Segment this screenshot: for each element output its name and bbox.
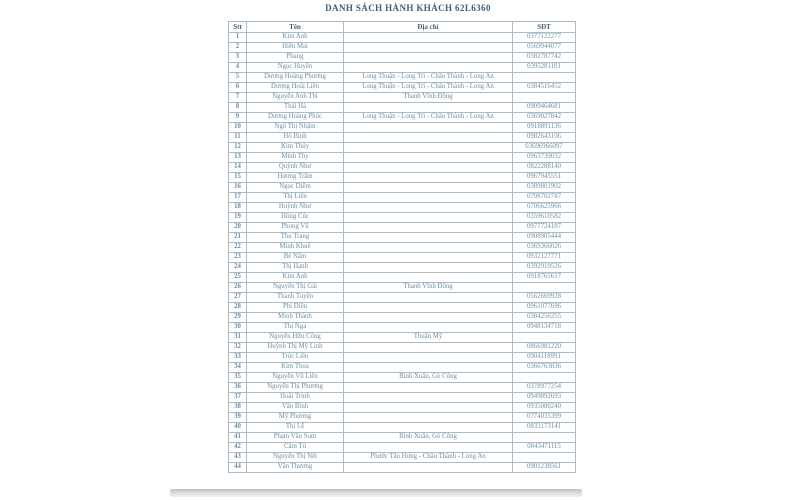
- table-row: [229, 73, 576, 83]
- stt-cell: 36: [229, 383, 247, 393]
- table-row: [229, 193, 576, 203]
- name-cell: Kim Anh: [247, 33, 344, 43]
- table-row: [229, 383, 576, 393]
- stt-cell: 35: [229, 373, 247, 383]
- address-cell: [344, 133, 513, 143]
- table-row: [229, 443, 576, 453]
- name-cell: Ngọc Huyền: [247, 63, 344, 73]
- name-cell: Dương Hoàng Phúc: [247, 113, 344, 123]
- stt-cell: 34: [229, 363, 247, 373]
- table-row: [229, 93, 576, 103]
- stt-cell: 31: [229, 333, 247, 343]
- phone-cell: 0822288140: [513, 163, 576, 173]
- table-row: [229, 203, 576, 213]
- name-cell: Kim Anh: [247, 273, 344, 283]
- table-row: [229, 413, 576, 423]
- phone-cell: 0901238561: [513, 463, 576, 473]
- stt-cell: 8: [229, 103, 247, 113]
- table-row: [229, 293, 576, 303]
- phone-cell: [513, 93, 576, 103]
- table-row: [229, 83, 576, 93]
- name-cell: Văn Thương: [247, 463, 344, 473]
- table-row: [229, 233, 576, 243]
- table-row: [229, 163, 576, 173]
- phone-cell: [513, 453, 576, 463]
- address-cell: Thuận Mỹ: [344, 333, 513, 343]
- table-row: [229, 113, 576, 123]
- stt-cell: 16: [229, 183, 247, 193]
- address-cell: [344, 43, 513, 53]
- address-cell: [344, 443, 513, 453]
- name-cell: Nguyễn Hữu Công: [247, 333, 344, 343]
- stt-cell: 5: [229, 73, 247, 83]
- table-row: [229, 273, 576, 283]
- phone-cell: 0395281101: [513, 63, 576, 73]
- phone-cell: 0366763836: [513, 363, 576, 373]
- stt-cell: 23: [229, 253, 247, 263]
- address-cell: [344, 33, 513, 43]
- name-cell: Minh Thy: [247, 153, 344, 163]
- address-cell: [344, 303, 513, 313]
- table-row: [229, 123, 576, 133]
- address-cell: Long Thuận - Long Trì - Châu Thành - Long An: [344, 83, 513, 93]
- name-cell: Dương Hoàng Phương: [247, 73, 344, 83]
- phone-cell: 0389801902: [513, 183, 576, 193]
- page-title: DANH SÁCH HÀNH KHÁCH 62L6360: [325, 3, 491, 13]
- stt-cell: 42: [229, 443, 247, 453]
- name-cell: Quỳnh Như: [247, 163, 344, 173]
- table-row: [229, 353, 576, 363]
- name-cell: Huỳnh Như: [247, 203, 344, 213]
- name-cell: Nguyễn Anh Thi: [247, 93, 344, 103]
- stt-cell: 19: [229, 213, 247, 223]
- name-cell: Dương Hoài Liên: [247, 83, 344, 93]
- address-cell: [344, 353, 513, 363]
- header-name: Tên: [247, 22, 344, 33]
- table-row: [229, 433, 576, 443]
- table-row: [229, 213, 576, 223]
- address-cell: Long Thuận - Long Trì - Châu Thành - Long An: [344, 113, 513, 123]
- stt-cell: 43: [229, 453, 247, 463]
- address-cell: [344, 463, 513, 473]
- stt-cell: 27: [229, 293, 247, 303]
- header-phone: SĐT: [513, 22, 576, 33]
- stt-cell: 30: [229, 323, 247, 333]
- address-cell: [344, 413, 513, 423]
- name-cell: Kim Thoa: [247, 363, 344, 373]
- stt-cell: 3: [229, 53, 247, 63]
- address-cell: [344, 423, 513, 433]
- stt-cell: 9: [229, 113, 247, 123]
- table-row: [229, 313, 576, 323]
- table-row: [229, 223, 576, 233]
- address-cell: [344, 363, 513, 373]
- address-cell: [344, 173, 513, 183]
- table-row: [229, 403, 576, 413]
- table-row: [229, 183, 576, 193]
- name-cell: Thị Hạnh: [247, 263, 344, 273]
- stt-cell: 18: [229, 203, 247, 213]
- address-cell: [344, 163, 513, 173]
- name-cell: Hồ Bình: [247, 133, 344, 143]
- header-row: [229, 22, 576, 33]
- table-row: [229, 463, 576, 473]
- address-cell: [344, 393, 513, 403]
- stt-cell: 2: [229, 43, 247, 53]
- address-cell: [344, 63, 513, 73]
- name-cell: Hương Trâm: [247, 173, 344, 183]
- name-cell: Nguyễn Thị Phương: [247, 383, 344, 393]
- stt-cell: 40: [229, 423, 247, 433]
- stt-cell: 44: [229, 463, 247, 473]
- phone-cell: 0949892693: [513, 393, 576, 403]
- address-cell: [344, 343, 513, 353]
- table-row: [229, 333, 576, 343]
- phone-cell: 0908905444: [513, 233, 576, 243]
- address-cell: Bình Xuân, Gò Công: [344, 373, 513, 383]
- table-row: [229, 103, 576, 113]
- phone-cell: 0384256255: [513, 313, 576, 323]
- phone-cell: [513, 333, 576, 343]
- address-cell: Long Thuận - Long Trì - Châu Thành - Long An: [344, 73, 513, 83]
- phone-cell: 0384516452: [513, 83, 576, 93]
- name-cell: Phang: [247, 53, 344, 63]
- stt-cell: 38: [229, 403, 247, 413]
- name-cell: Hồng Cúc: [247, 213, 344, 223]
- phone-cell: 0963739032: [513, 153, 576, 163]
- phone-cell: 0392919526: [513, 263, 576, 273]
- passenger-table: [228, 21, 576, 473]
- stt-cell: 14: [229, 163, 247, 173]
- phone-cell: 0961077696: [513, 303, 576, 313]
- name-cell: Thu Trang: [247, 233, 344, 243]
- phone-cell: 0377122277: [513, 33, 576, 43]
- name-cell: Thị Liên: [247, 193, 344, 203]
- name-cell: Phạm Văn Sum: [247, 433, 344, 443]
- stt-cell: 26: [229, 283, 247, 293]
- phone-cell: 0935080240: [513, 403, 576, 413]
- phone-cell: 0378977254: [513, 383, 576, 393]
- table-row: [229, 133, 576, 143]
- phone-cell: 0918891136: [513, 123, 576, 133]
- page-bottom-shadow-bar: [170, 489, 582, 497]
- address-cell: [344, 383, 513, 393]
- stt-cell: 24: [229, 263, 247, 273]
- address-cell: [344, 53, 513, 63]
- address-cell: [344, 223, 513, 233]
- table-row: [229, 43, 576, 53]
- name-cell: Mỹ Phương: [247, 413, 344, 423]
- stt-cell: 4: [229, 63, 247, 73]
- address-cell: Thanh Vĩnh Đông: [344, 283, 513, 293]
- phone-cell: 0866981220: [513, 343, 576, 353]
- phone-cell: 0909464681: [513, 103, 576, 113]
- header-address: Địa chỉ: [344, 22, 513, 33]
- phone-cell: 0369027842: [513, 113, 576, 123]
- stt-cell: 10: [229, 123, 247, 133]
- address-cell: [344, 213, 513, 223]
- name-cell: Nguyễn Thị Gái: [247, 283, 344, 293]
- name-cell: Thị Nga: [247, 323, 344, 333]
- name-cell: Kim Thúy: [247, 143, 344, 153]
- phone-cell: 0706625966: [513, 203, 576, 213]
- table-row: [229, 53, 576, 63]
- table-row: [229, 153, 576, 163]
- stt-cell: 37: [229, 393, 247, 403]
- phone-cell: 0918765617: [513, 273, 576, 283]
- name-cell: Ngọc Diễm: [247, 183, 344, 193]
- stt-cell: 41: [229, 433, 247, 443]
- address-cell: [344, 183, 513, 193]
- name-cell: Nguyễn Thị Nết: [247, 453, 344, 463]
- name-cell: Cẩm Tú: [247, 443, 344, 453]
- table-row: [229, 263, 576, 273]
- address-cell: [344, 193, 513, 203]
- stt-cell: 22: [229, 243, 247, 253]
- table-row: [229, 453, 576, 463]
- table-row: [229, 373, 576, 383]
- stt-cell: 39: [229, 413, 247, 423]
- name-cell: Minh Thành: [247, 313, 344, 323]
- name-cell: Minh Khuê: [247, 243, 344, 253]
- phone-cell: [513, 283, 576, 293]
- passenger-table-header: [229, 22, 576, 33]
- address-cell: [344, 203, 513, 213]
- address-cell: [344, 273, 513, 283]
- address-cell: [344, 243, 513, 253]
- stt-cell: 12: [229, 143, 247, 153]
- address-cell: [344, 153, 513, 163]
- name-cell: Phong Vũ: [247, 223, 344, 233]
- table-row: [229, 303, 576, 313]
- phone-cell: 0569944077: [513, 43, 576, 53]
- stt-cell: 6: [229, 83, 247, 93]
- phone-cell: [513, 433, 576, 443]
- address-cell: Phước Tân Hưng - Châu Thành - Long An: [344, 453, 513, 463]
- address-cell: [344, 323, 513, 333]
- stt-cell: 11: [229, 133, 247, 143]
- phone-cell: 0982643106: [513, 133, 576, 143]
- stt-cell: 13: [229, 153, 247, 163]
- table-row: [229, 343, 576, 353]
- header-stt: Stt: [229, 22, 247, 33]
- table-row: [229, 393, 576, 403]
- stt-cell: 28: [229, 303, 247, 313]
- table-row: [229, 63, 576, 73]
- address-cell: Bình Xuân, Gò Công: [344, 433, 513, 443]
- phone-cell: 0798702787: [513, 193, 576, 203]
- name-cell: Hiền Mai: [247, 43, 344, 53]
- address-cell: [344, 143, 513, 153]
- phone-cell: 0948134718: [513, 323, 576, 333]
- phone-cell: 0562669928: [513, 293, 576, 303]
- name-cell: Thanh Tuyền: [247, 293, 344, 303]
- address-cell: [344, 313, 513, 323]
- address-cell: Thanh Vĩnh Đông: [344, 93, 513, 103]
- phone-cell: 0967945551: [513, 173, 576, 183]
- phone-cell: [513, 73, 576, 83]
- table-row: [229, 363, 576, 373]
- table-row: [229, 323, 576, 333]
- address-cell: [344, 263, 513, 273]
- name-cell: Trúc Liên: [247, 353, 344, 363]
- phone-cell: 03696966097: [513, 143, 576, 153]
- stt-cell: 7: [229, 93, 247, 103]
- stt-cell: 25: [229, 273, 247, 283]
- address-cell: [344, 403, 513, 413]
- table-row: [229, 173, 576, 183]
- passenger-table-body: [229, 33, 576, 473]
- name-cell: Huỳnh Thị Mỹ Linh: [247, 343, 344, 353]
- name-cell: Thị Lệ: [247, 423, 344, 433]
- table-row: [229, 143, 576, 153]
- stt-cell: 17: [229, 193, 247, 203]
- name-cell: Hoài Trinh: [247, 393, 344, 403]
- name-cell: Thái Hà: [247, 103, 344, 113]
- address-cell: [344, 103, 513, 113]
- table-row: [229, 243, 576, 253]
- address-cell: [344, 123, 513, 133]
- stt-cell: 15: [229, 173, 247, 183]
- table-row: [229, 423, 576, 433]
- phone-cell: [513, 373, 576, 383]
- name-cell: Phi Điền: [247, 303, 344, 313]
- name-cell: Bé Năm: [247, 253, 344, 263]
- name-cell: Văn Bình: [247, 403, 344, 413]
- table-row: [229, 33, 576, 43]
- name-cell: Nguyễn Vũ Liên: [247, 373, 344, 383]
- phone-cell: 0843471115: [513, 443, 576, 453]
- phone-cell: 0382787742: [513, 53, 576, 63]
- stt-cell: 29: [229, 313, 247, 323]
- phone-cell: 0359610582: [513, 213, 576, 223]
- phone-cell: 0774035399: [513, 413, 576, 423]
- table-row: [229, 283, 576, 293]
- stt-cell: 32: [229, 343, 247, 353]
- phone-cell: 0369366026: [513, 243, 576, 253]
- stt-cell: 20: [229, 223, 247, 233]
- phone-cell: 0977724187: [513, 223, 576, 233]
- phone-cell: 0932127771: [513, 253, 576, 263]
- stt-cell: 1: [229, 33, 247, 43]
- address-cell: [344, 253, 513, 263]
- table-row: [229, 253, 576, 263]
- name-cell: Ngô Thị Nhậm: [247, 123, 344, 133]
- address-cell: [344, 293, 513, 303]
- stt-cell: 33: [229, 353, 247, 363]
- address-cell: [344, 233, 513, 243]
- phone-cell: 0833173141: [513, 423, 576, 433]
- stt-cell: 21: [229, 233, 247, 243]
- phone-cell: 0904118991: [513, 353, 576, 363]
